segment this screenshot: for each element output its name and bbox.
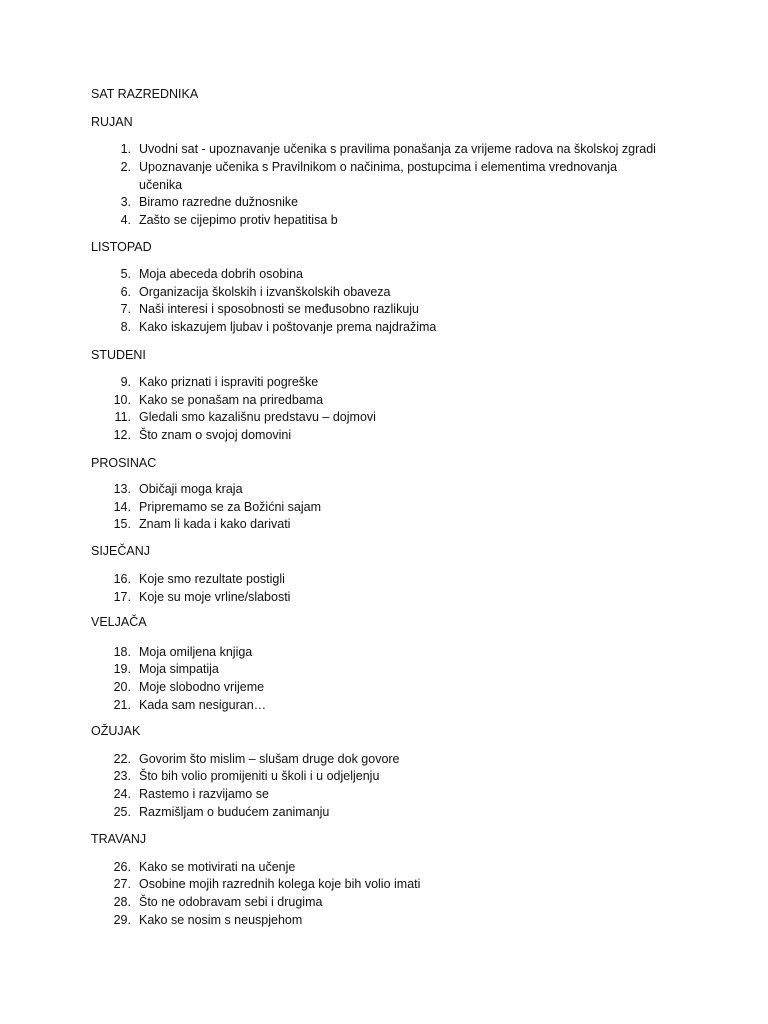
list-item-text: Što ne odobravam sebi i drugima	[139, 895, 323, 909]
month-heading: RUJAN	[91, 115, 133, 129]
month-heading: STUDENI	[91, 348, 146, 362]
list-item-text: Običaji moga kraja	[139, 482, 243, 496]
list-item-text: Razmišljam o budućem zanimanju	[139, 805, 330, 819]
list-item-text: Gledali smo kazališnu predstavu – dojmovi	[139, 410, 376, 424]
list-item-text: Moja omiljena knjiga	[139, 645, 253, 659]
list-item-number: 4.	[120, 213, 131, 227]
list-item-number: 22.	[113, 752, 131, 766]
list-item-text: Kako iskazujem ljubav i poštovanje prema najdražima	[139, 320, 437, 334]
list-item-number: 3.	[120, 195, 131, 209]
month-heading: OŽUJAK	[91, 724, 141, 738]
list-item-number: 19.	[113, 662, 131, 676]
list-item-number: 14.	[113, 500, 131, 514]
list-item-number: 9.	[120, 375, 131, 389]
list-item-text: Govorim što mislim – slušam druge dok govore	[139, 752, 400, 766]
list-item-number: 13.	[113, 482, 131, 496]
list-item-text: Kako priznati i ispraviti pogreške	[139, 375, 319, 389]
list-item-text: Moje slobodno vrijeme	[139, 680, 265, 694]
list-item-text: Uvodni sat - upoznavanje učenika s pravilima ponašanja za vrijeme radova na školskoj zgradi	[139, 142, 656, 156]
list-item-text: Što bih volio promijeniti u školi i u odjeljenju	[139, 769, 380, 783]
list-item-text: Kako se nosim s neuspjehom	[139, 913, 303, 927]
list-item-number: 28.	[113, 895, 131, 909]
list-item-text: Moja abeceda dobrih osobina	[139, 267, 304, 281]
list-item-number: 21.	[113, 698, 131, 712]
list-item-number: 12.	[113, 428, 131, 442]
list-item-number: 6.	[120, 285, 131, 299]
list-item-text: Što znam o svojoj domovini	[139, 428, 292, 442]
list-item-text: Znam li kada i kako darivati	[139, 517, 291, 531]
list-item-text: Moja simpatija	[139, 662, 219, 676]
list-item-text: Koje smo rezultate postigli	[139, 572, 285, 586]
list-item-text: Naši interesi i sposobnosti se međusobno razlikuju	[139, 302, 420, 316]
list-item-number: 2.	[120, 160, 131, 174]
list-item-number: 29.	[113, 913, 131, 927]
list-item-text: Zašto se cijepimo protiv hepatitisa b	[139, 213, 338, 227]
list-item-text: Rastemo i razvijamo se	[139, 787, 269, 801]
list-item-number: 8.	[120, 320, 131, 334]
list-item-number: 27.	[113, 877, 131, 891]
list-item-number: 15.	[113, 517, 131, 531]
list-item-text-continued: učenika	[139, 178, 183, 192]
month-heading: TRAVANJ	[91, 832, 147, 846]
list-item-text: Biramo razredne dužnosnike	[139, 195, 299, 209]
list-item-number: 11.	[114, 410, 131, 424]
list-item-number: 23.	[113, 769, 131, 783]
list-item-text: Osobine mojih razrednih kolega koje bih volio imati	[139, 877, 421, 891]
month-heading: VELJAČA	[91, 615, 147, 629]
list-item-number: 10.	[113, 393, 131, 407]
list-item-number: 20.	[113, 680, 131, 694]
list-item-text: Kada sam nesiguran…	[139, 698, 267, 712]
list-item-number: 24.	[113, 787, 131, 801]
list-item-number: 17.	[113, 590, 131, 604]
list-item-number: 26.	[113, 860, 131, 874]
list-item-number: 5.	[120, 267, 131, 281]
list-item-text: Pripremamo se za Božićni sajam	[139, 500, 322, 514]
month-heading: PROSINAC	[91, 456, 157, 470]
month-heading: SIJEČANJ	[91, 544, 151, 558]
list-item-number: 25.	[113, 805, 131, 819]
list-item-number: 16.	[113, 572, 131, 586]
list-item-text: Upoznavanje učenika s Pravilnikom o načinima, postupcima i elementima vrednovanja	[139, 160, 618, 174]
list-item-text: Koje su moje vrline/slabosti	[139, 590, 291, 604]
list-item-number: 7.	[120, 302, 131, 316]
month-heading: LISTOPAD	[91, 240, 152, 254]
list-item-number: 1.	[120, 142, 131, 156]
list-item-text: Organizacija školskih i izvanškolskih obaveza	[139, 285, 391, 299]
list-item-text: Kako se ponašam na priredbama	[139, 393, 324, 407]
document-title: SAT RAZREDNIKA	[91, 87, 199, 101]
list-item-text: Kako se motivirati na učenje	[139, 860, 296, 874]
list-item-number: 18.	[113, 645, 131, 659]
